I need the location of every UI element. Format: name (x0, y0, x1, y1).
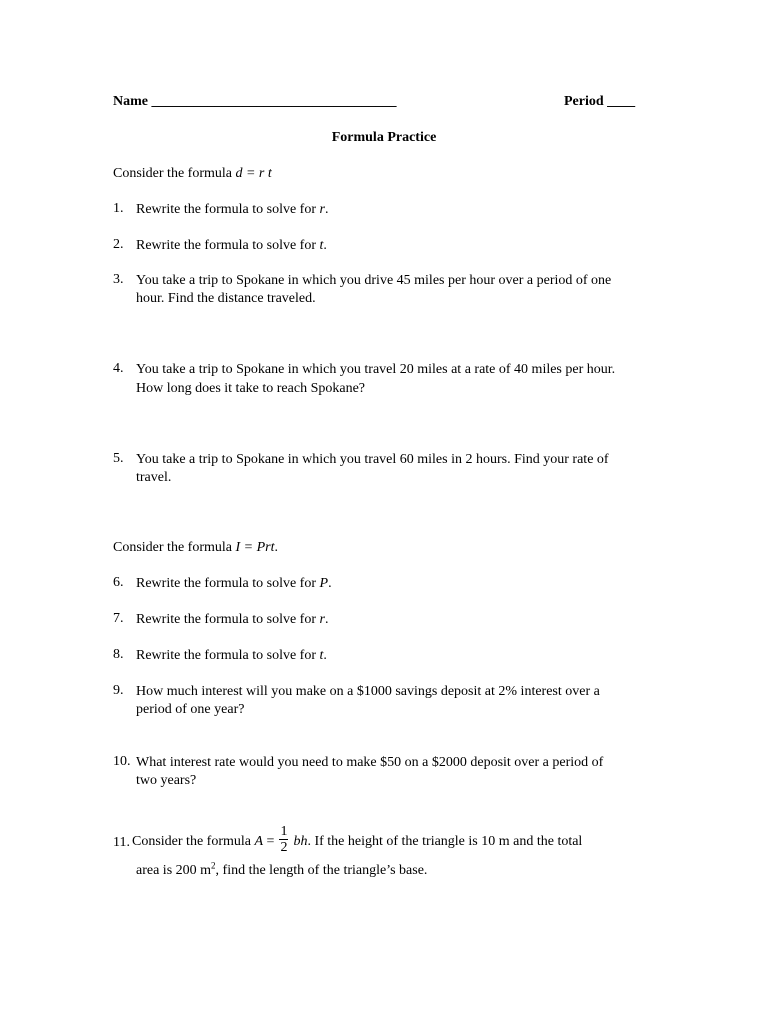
question-line-1: How much interest will you make on a $1000 savings deposit at 2% interest over a (136, 684, 600, 699)
section1-intro (113, 166, 272, 182)
question-text (136, 575, 332, 593)
question-line-2: travel. (136, 470, 172, 485)
question-end: . (323, 648, 327, 663)
question-line-2 (136, 862, 427, 880)
superscript: 2 (211, 860, 216, 871)
period-label: Period (564, 94, 604, 109)
question-variable: t (319, 648, 324, 663)
question-text: . If the height of the triangle is 10 m and the total (307, 834, 583, 849)
question-line-1: You take a trip to Spokane in which you travel 20 miles at a rate of 40 miles per hour. (136, 362, 616, 377)
question-text (136, 201, 328, 219)
question-variable: P (319, 576, 329, 591)
question-number: 9. (113, 683, 124, 698)
period-field (564, 94, 635, 110)
section2-intro (113, 540, 278, 556)
question-prompt: Rewrite the formula to solve for (136, 612, 320, 627)
question-end: . (324, 612, 329, 627)
question-prompt: Rewrite the formula to solve for (136, 238, 320, 253)
question-line-1 (132, 822, 582, 862)
section2-intro-text: Consider the formula (113, 540, 236, 555)
question-line-2: hour. Find the distance traveled. (136, 291, 316, 306)
question-number: 5. (113, 451, 124, 466)
section1-intro-text: Consider the formula (113, 166, 236, 181)
question-number: 3. (113, 272, 124, 287)
formula-distance: d = r t (235, 166, 272, 181)
name-label: Name (113, 94, 148, 109)
question-prompt: Consider the formula (132, 834, 255, 849)
question-number: 1. (113, 201, 124, 216)
fraction-denominator: 2 (280, 840, 288, 856)
name-blank: ___________________________________ (151, 94, 397, 109)
question-text (136, 237, 327, 255)
period-blank: ____ (607, 94, 636, 109)
name-field (113, 94, 397, 110)
question-text (136, 611, 328, 629)
formula-fraction (279, 824, 288, 855)
question-text-suffix: , find the length of the triangle’s base. (215, 863, 428, 878)
question-number: 11. (113, 835, 130, 850)
question-end: . (328, 576, 332, 591)
question-prompt: Rewrite the formula to solve for (136, 576, 320, 591)
question-number: 10. (113, 754, 131, 769)
question-line-2: two years? (136, 773, 197, 788)
question-line-1: What interest rate would you need to make $50 on a $2000 deposit over a period of (136, 755, 604, 770)
question-text (136, 647, 327, 665)
question-number: 8. (113, 647, 124, 662)
question-number: 7. (113, 611, 124, 626)
section2-intro-end: . (274, 540, 278, 555)
question-number: 6. (113, 575, 124, 590)
question-line-2: period of one year? (136, 702, 245, 717)
formula-interest: I = Prt (235, 540, 275, 555)
fraction-numerator: 1 (280, 824, 288, 840)
formula-equals: = (263, 834, 275, 849)
question-variable: r (319, 612, 325, 627)
question-number: 4. (113, 361, 124, 376)
question-line-2: How long does it take to reach Spokane? (136, 381, 365, 396)
question-end: . (324, 202, 329, 217)
question-end: . (323, 238, 327, 253)
question-prompt: Rewrite the formula to solve for (136, 648, 320, 663)
question-text-prefix: area is 200 m (136, 863, 212, 878)
question-variable: t (319, 238, 324, 253)
question-prompt: Rewrite the formula to solve for (136, 202, 320, 217)
formula-variable-a: A (254, 834, 264, 849)
formula-variable-bh: bh (293, 834, 308, 849)
question-number: 2. (113, 237, 124, 252)
question-line-1: You take a trip to Spokane in which you travel 60 miles in 2 hours. Find your rate of (136, 452, 609, 467)
question-line-1: You take a trip to Spokane in which you drive 45 miles per hour over a period of one (136, 273, 612, 288)
page-title: Formula Practice (331, 130, 437, 145)
question-variable: r (319, 202, 325, 217)
